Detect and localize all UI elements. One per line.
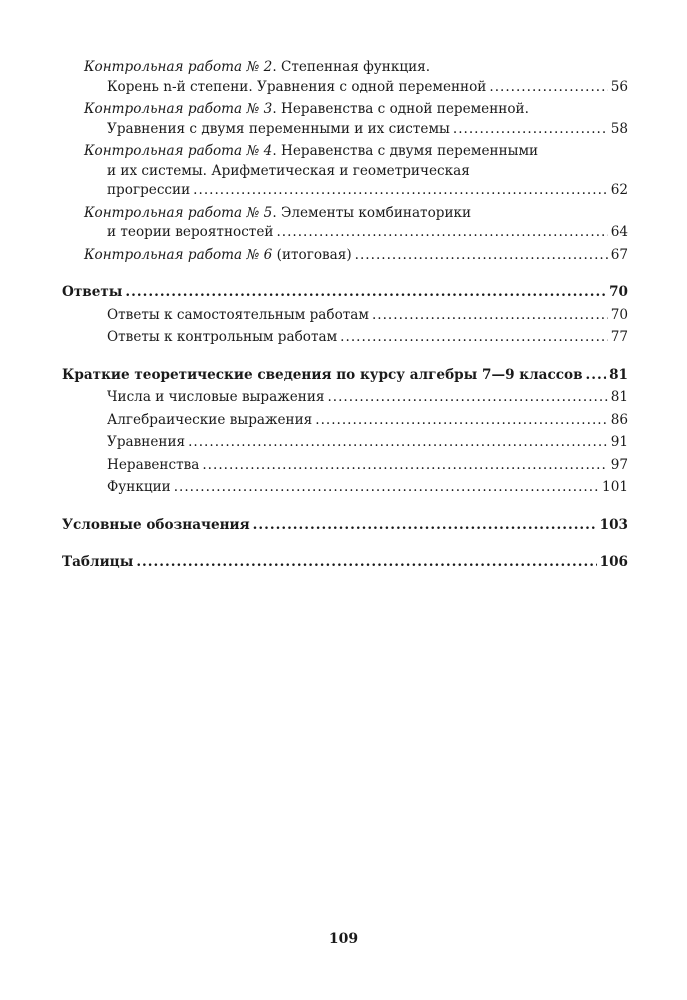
leader-dots — [355, 246, 608, 266]
page-number: 109 — [328, 931, 359, 947]
test-title-line: Корень n-й степени. Уравнения с одной переменной — [107, 78, 487, 95]
page-ref: 62 — [610, 182, 628, 198]
page-ref: 91 — [610, 434, 628, 450]
test-label: Контрольная работа № 6 — [84, 246, 273, 263]
test-title-line: Элементы комбинаторики — [280, 204, 472, 221]
subsection-title: Неравенства — [107, 456, 200, 473]
toc-entry-test-2[interactable]: Контрольная работа № 2. Степенная функция. Корень n-й степени. Уравнения с одной переменной ..... 56 — [62, 58, 628, 97]
leader-dots — [174, 478, 599, 498]
page-ref: 106 — [599, 554, 628, 570]
page-ref: 58 — [610, 120, 628, 137]
page-ref: 64 — [610, 224, 628, 240]
leader-dots — [315, 411, 607, 431]
toc-entry-answers-tests[interactable] — [62, 328, 628, 348]
test-title-line: Степенная функция. — [280, 59, 431, 75]
toc-entry-theory-numbers[interactable] — [62, 388, 628, 408]
page-ref: 67 — [610, 246, 628, 263]
page-ref: 70 — [609, 284, 628, 300]
page-ref: 70 — [610, 306, 628, 323]
page-ref: 101 — [602, 479, 628, 495]
subsection-title: Числа и числовые выражения — [107, 389, 325, 405]
leader-dots — [453, 120, 608, 140]
subsection-title: Функции — [107, 479, 171, 495]
leader-dots — [253, 516, 597, 536]
leader-dots — [276, 223, 607, 243]
toc-entry-theory-algebraic[interactable] — [62, 411, 628, 431]
leader-dots — [193, 181, 608, 201]
page-ref: 103 — [599, 516, 628, 533]
section-title: Ответы — [62, 284, 123, 300]
page-ref: 97 — [610, 456, 628, 473]
toc-entry-test-3[interactable]: Контрольная работа № 3. Неравенства с одной переменной. Уравнения с двумя переменными и их системы ..... 58 — [62, 100, 628, 139]
leader-dots — [372, 306, 608, 326]
leader-dots — [586, 366, 607, 386]
test-label: Контрольная работа № 5 — [84, 204, 273, 221]
leader-dots — [489, 78, 607, 98]
test-label: Контрольная работа № 3 — [84, 101, 273, 117]
page-ref: 81 — [610, 389, 628, 405]
toc-entry-theory-equations[interactable] — [62, 433, 628, 453]
subsection-title: Уравнения — [107, 434, 186, 450]
toc-entry-theory[interactable] — [62, 366, 628, 386]
leader-dots — [340, 328, 608, 348]
subsection-title: Ответы к контрольным работам — [107, 329, 338, 345]
test-title-line: и теории вероятностей — [107, 224, 274, 240]
toc-entry-answers-self[interactable] — [62, 306, 628, 326]
toc-entry-test-4[interactable]: Контрольная работа № 4. Неравенства с двумя переменными и их системы. Арифметическая и геометрическая прогрессии ..... 62 — [62, 142, 628, 201]
subsection-title: Алгебраические выражения — [107, 411, 313, 428]
page-ref: 81 — [609, 366, 628, 383]
test-title-line: прогрессии — [107, 182, 191, 198]
page-ref: 56 — [610, 78, 628, 95]
test-title-line: (итоговая) — [276, 246, 352, 263]
test-title-line: и их системы. Арифметическая и геометрическая — [107, 162, 470, 179]
section-title: Краткие теоретические сведения по курсу алгебры 7—9 классов — [62, 366, 583, 383]
test-title-line: Неравенства с одной переменной. — [280, 101, 529, 117]
section-title: Таблицы — [62, 554, 134, 570]
toc-entry-test-5[interactable]: Контрольная работа № 5. Элементы комбинаторики и теории вероятностей ..... 64 — [62, 204, 628, 243]
leader-dots — [136, 553, 596, 573]
table-of-contents — [62, 58, 628, 576]
leader-dots — [202, 456, 607, 476]
section-title: Условные обозначения — [62, 516, 250, 533]
toc-entry-theory-inequalities[interactable] — [62, 456, 628, 476]
toc-entry-notation[interactable] — [62, 516, 628, 536]
leader-dots — [125, 283, 606, 303]
subsection-title: Ответы к самостоятельным работам — [107, 306, 369, 323]
leader-dots — [327, 388, 607, 408]
test-label: Контрольная работа № 2 — [84, 59, 273, 75]
leader-dots — [188, 433, 608, 453]
toc-entry-tables[interactable] — [62, 553, 628, 573]
page-ref: 86 — [610, 411, 628, 428]
page-ref: 77 — [610, 329, 628, 345]
test-label: Контрольная работа № 4 — [84, 143, 273, 159]
toc-entry-test-6[interactable] — [62, 246, 628, 266]
toc-entry-answers[interactable] — [62, 283, 628, 303]
toc-entry-theory-functions[interactable] — [62, 478, 628, 498]
test-title-line: Неравенства с двумя переменными — [280, 143, 539, 159]
test-title-line: Уравнения с двумя переменными и их системы — [107, 120, 450, 137]
